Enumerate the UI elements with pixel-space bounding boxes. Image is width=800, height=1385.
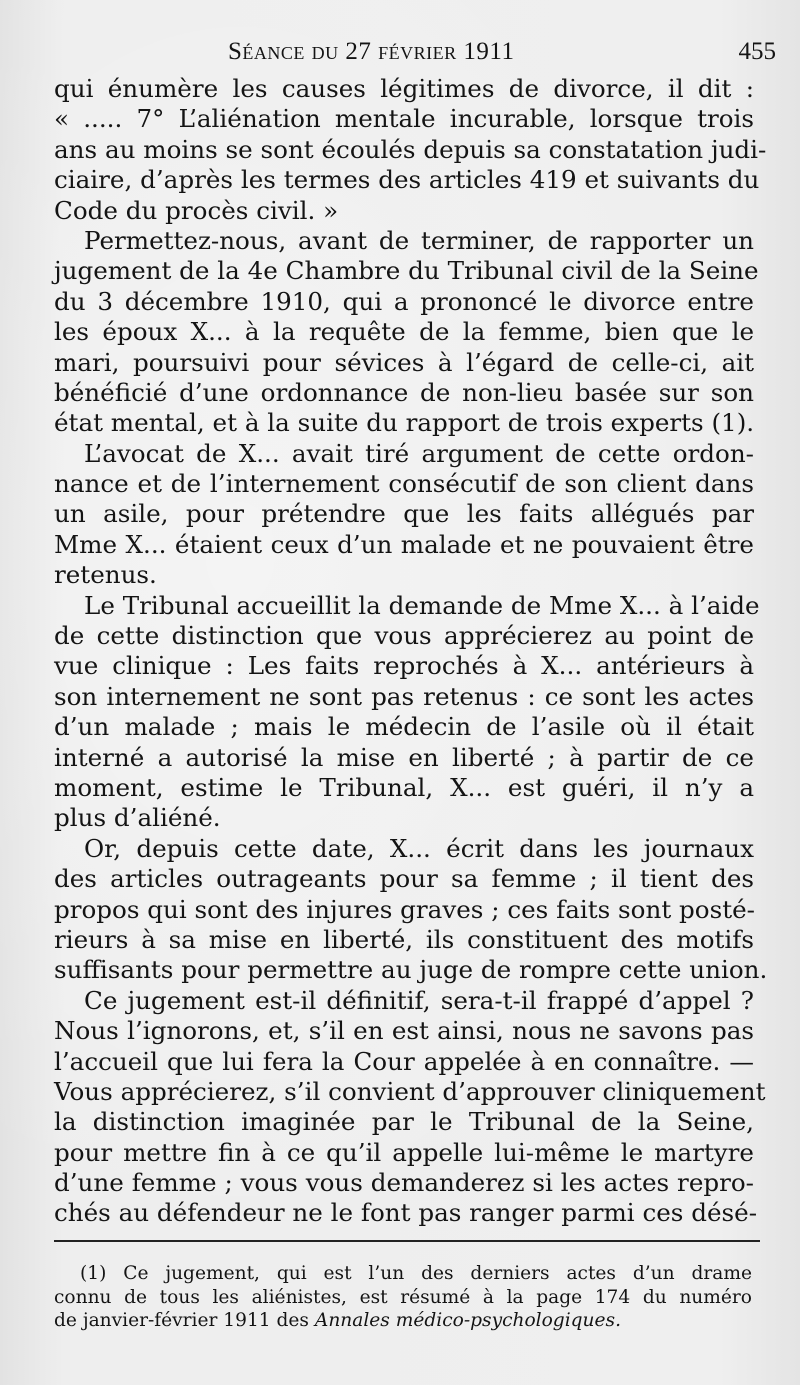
text-line: pour mettre fin à ce qu’il appelle lui-même le martyre <box>54 1137 754 1167</box>
text-line: l’accueil que lui fera la Cour appelée à en connaître. — <box>54 1046 754 1076</box>
text-line: Vous apprécierez, s’il convient d’approuver cliniquement <box>54 1076 766 1106</box>
running-head: Séance du 27 février 1911 <box>228 38 515 65</box>
text-line: un asile, pour prétendre que les faits allégués par <box>54 499 754 529</box>
text-line: bénéficié d’une ordonnance de non-lieu basée sur son <box>54 377 754 407</box>
text-line: Mme X... étaient ceux d’un malade et ne pouvaient être <box>54 529 754 559</box>
text-line: Le Tribunal accueillit la demande de Mme X... à l’aide <box>84 590 760 620</box>
text-line: nance et de l’internement consécutif de son client dans <box>54 469 754 499</box>
text-line: jugement de la 4e Chambre du Tribunal civil de la Seine <box>54 256 759 286</box>
footnote <box>54 1262 752 1333</box>
text-line: son internement ne sont pas retenus : ce sont les actes <box>54 681 754 711</box>
text-line: Or, depuis cette date, X... écrit dans les journaux <box>84 833 754 863</box>
text-line: qui énumère les causes légitimes de divorce, il dit : <box>54 74 754 103</box>
text-line: les époux X... à la requête de la femme, bien que le <box>54 317 754 347</box>
text-line: du 3 décembre 1910, qui a prononcé le divorce entre <box>54 286 754 316</box>
footnote-line: (1) Ce jugement, qui est l’un des derniers actes d’un drame <box>80 1263 752 1284</box>
footnote-text: de janvier-février 1911 des <box>54 1310 315 1331</box>
text-line: rieurs à sa mise en liberté, ils constituent des motifs <box>54 924 754 954</box>
text-line: ans au moins se sont écoulés depuis sa constatation judi- <box>54 134 767 164</box>
text-line: « ..... 7° L’aliénation mentale incurable, lorsque trois <box>54 104 754 134</box>
text-line: plus d’aliéné. <box>54 803 221 833</box>
text-line: mari, poursuivi pour sévices à l’égard de celle-ci, ait <box>54 347 754 377</box>
text-line: retenus. <box>54 560 157 590</box>
journal-title: Annales médico-psychologiques. <box>314 1310 621 1331</box>
text-line: L’avocat de X... avait tiré argument de cette ordon- <box>84 438 754 468</box>
text-line: Ce jugement est-il définitif, sera-t-il frappé d’appel ? <box>84 985 754 1015</box>
body-text <box>54 74 768 1229</box>
text-line: des articles outrageants pour sa femme ; il tient des <box>54 864 754 894</box>
text-line: ciaire, d’après les termes des articles 419 et suivants du <box>54 165 760 195</box>
footnote-line: connu de tous les aliénistes, est résumé à la page 174 du numéro <box>54 1286 752 1308</box>
page-header <box>228 38 776 68</box>
footnote-divider <box>54 1240 760 1242</box>
page-number: 455 <box>738 38 776 65</box>
footnote-line <box>54 1309 752 1333</box>
text-line: suffisants pour permettre au juge de rompre cette union. <box>54 955 768 985</box>
text-line: moment, estime le Tribunal, X... est guéri, il n’y a <box>54 772 754 802</box>
text-line: chés au défendeur ne le font pas ranger parmi ces désé- <box>54 1198 758 1228</box>
text-line: Code du procès civil. » <box>54 195 339 225</box>
text-line: vue clinique : Les faits reprochés à X... antérieurs à <box>54 651 754 681</box>
text-line: d’une femme ; vous vous demanderez si les actes repro- <box>54 1168 754 1198</box>
text-line: de cette distinction que vous apprécierez au point de <box>54 621 754 651</box>
text-line: interné a autorisé la mise en liberté ; à partir de ce <box>54 742 754 772</box>
text-line: Nous l’ignorons, et, s’il en est ainsi, nous ne savons pas <box>54 1016 754 1046</box>
text-line: propos qui sont des injures graves ; ces faits sont posté- <box>54 894 755 924</box>
text-line: état mental, et à la suite du rapport de trois experts (1). <box>54 408 755 438</box>
text-line: Permettez-nous, avant de terminer, de rapporter un <box>84 225 754 255</box>
text-line: d’un malade ; mais le médecin de l’asile où il était <box>54 712 754 742</box>
text-line: la distinction imaginée par le Tribunal de la Seine, <box>54 1107 754 1137</box>
